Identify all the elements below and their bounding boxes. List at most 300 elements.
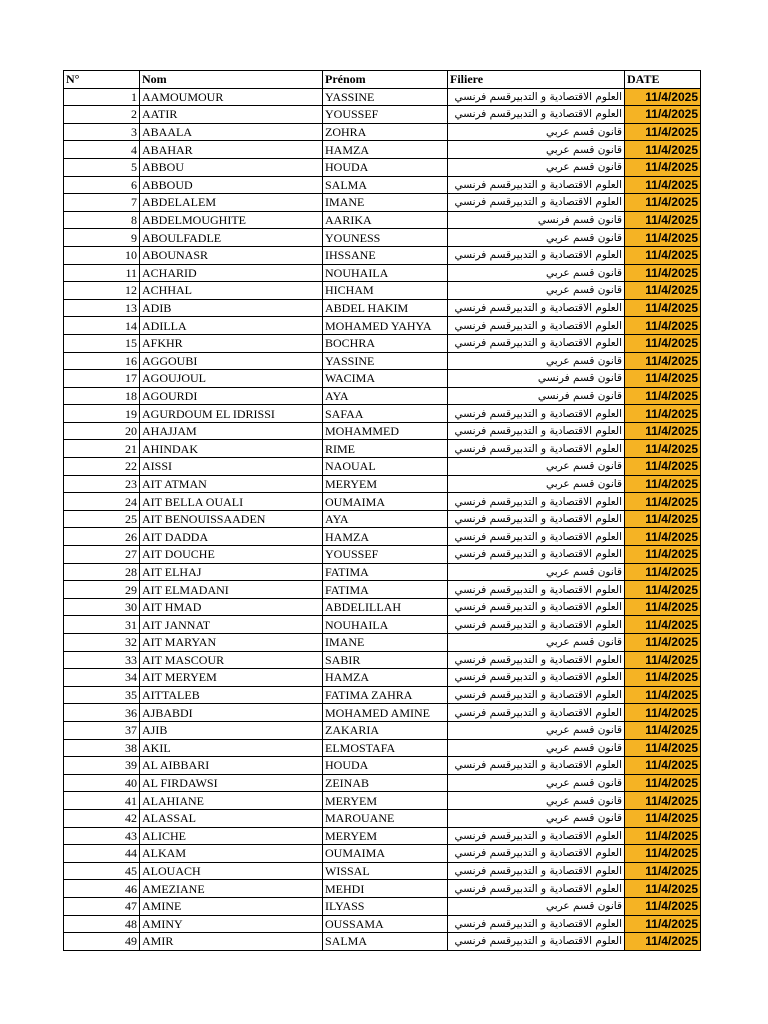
first-name-cell: MOHAMED YAHYA — [323, 317, 448, 335]
table-body — [64, 88, 701, 950]
first-name-cell: OUMAIMA — [323, 493, 448, 511]
last-name-cell: ABBOU — [140, 158, 323, 176]
date-cell: 11/4/2025 — [625, 352, 701, 370]
date-cell: 11/4/2025 — [625, 211, 701, 229]
last-name-cell: ADILLA — [140, 317, 323, 335]
table-row — [64, 792, 701, 810]
last-name-cell: ABAHAR — [140, 141, 323, 159]
filiere-cell: العلوم الاقتصادية و التدبيرقسم فرنسي — [448, 405, 625, 423]
row-number-cell: 44 — [64, 845, 140, 863]
filiere-cell: العلوم الاقتصادية و التدبيرقسم فرنسي — [448, 880, 625, 898]
filiere-cell: العلوم الاقتصادية و التدبيرقسم فرنسي — [448, 933, 625, 951]
table-row — [64, 774, 701, 792]
date-cell: 11/4/2025 — [625, 106, 701, 124]
date-cell: 11/4/2025 — [625, 581, 701, 599]
row-number-cell: 30 — [64, 598, 140, 616]
filiere-cell: العلوم الاقتصادية و التدبيرقسم فرنسي — [448, 581, 625, 599]
filiere-cell: العلوم الاقتصادية و التدبيرقسم فرنسي — [448, 299, 625, 317]
table-row — [64, 264, 701, 282]
row-number-cell: 16 — [64, 352, 140, 370]
last-name-cell: AIT BENOUISSAADEN — [140, 510, 323, 528]
first-name-cell: ABDEL HAKIM — [323, 299, 448, 317]
date-cell: 11/4/2025 — [625, 774, 701, 792]
first-name-cell: HAMZA — [323, 528, 448, 546]
table-row — [64, 862, 701, 880]
row-number-cell: 28 — [64, 563, 140, 581]
filiere-cell: العلوم الاقتصادية و التدبيرقسم فرنسي — [448, 246, 625, 264]
table-row — [64, 106, 701, 124]
table-row — [64, 405, 701, 423]
table-row — [64, 370, 701, 388]
table-row — [64, 897, 701, 915]
table-row — [64, 686, 701, 704]
table-row — [64, 422, 701, 440]
date-cell: 11/4/2025 — [625, 141, 701, 159]
date-cell: 11/4/2025 — [625, 845, 701, 863]
date-cell: 11/4/2025 — [625, 792, 701, 810]
table-row — [64, 721, 701, 739]
last-name-cell: AMEZIANE — [140, 880, 323, 898]
table-row — [64, 845, 701, 863]
first-name-cell: MOHAMED AMINE — [323, 704, 448, 722]
date-cell: 11/4/2025 — [625, 264, 701, 282]
date-cell: 11/4/2025 — [625, 194, 701, 212]
filiere-cell: العلوم الاقتصادية و التدبيرقسم فرنسي — [448, 317, 625, 335]
filiere-cell: العلوم الاقتصادية و التدبيرقسم فرنسي — [448, 862, 625, 880]
filiere-cell: قانون قسم عربي — [448, 458, 625, 476]
date-cell: 11/4/2025 — [625, 669, 701, 687]
date-cell: 11/4/2025 — [625, 757, 701, 775]
filiere-cell: العلوم الاقتصادية و التدبيرقسم فرنسي — [448, 493, 625, 511]
date-cell: 11/4/2025 — [625, 897, 701, 915]
last-name-cell: AKIL — [140, 739, 323, 757]
filiere-cell: قانون قسم عربي — [448, 809, 625, 827]
last-name-cell: ACHARID — [140, 264, 323, 282]
first-name-cell: NAOUAL — [323, 458, 448, 476]
table-row — [64, 387, 701, 405]
table-row — [64, 915, 701, 933]
row-number-cell: 43 — [64, 827, 140, 845]
filiere-cell: العلوم الاقتصادية و التدبيرقسم فرنسي — [448, 704, 625, 722]
filiere-cell: العلوم الاقتصادية و التدبيرقسم فرنسي — [448, 422, 625, 440]
first-name-cell: NOUHAILA — [323, 616, 448, 634]
last-name-cell: AJBABDI — [140, 704, 323, 722]
last-name-cell: AAMOUMOUR — [140, 88, 323, 106]
table-row — [64, 317, 701, 335]
last-name-cell: ALOUACH — [140, 862, 323, 880]
last-name-cell: AGURDOUM EL IDRISSI — [140, 405, 323, 423]
table-row — [64, 581, 701, 599]
row-number-cell: 18 — [64, 387, 140, 405]
table-row — [64, 158, 701, 176]
table-row — [64, 141, 701, 159]
filiere-cell: العلوم الاقتصادية و التدبيرقسم فرنسي — [448, 88, 625, 106]
row-number-cell: 40 — [64, 774, 140, 792]
header-row — [64, 71, 701, 89]
header-filiere: Filiere — [448, 71, 625, 89]
header-date: DATE — [625, 71, 701, 89]
row-number-cell: 22 — [64, 458, 140, 476]
first-name-cell: BOCHRA — [323, 334, 448, 352]
first-name-cell: SALMA — [323, 933, 448, 951]
row-number-cell: 9 — [64, 229, 140, 247]
table-row — [64, 493, 701, 511]
row-number-cell: 24 — [64, 493, 140, 511]
row-number-cell: 26 — [64, 528, 140, 546]
filiere-cell: العلوم الاقتصادية و التدبيرقسم فرنسي — [448, 669, 625, 687]
date-cell: 11/4/2025 — [625, 809, 701, 827]
first-name-cell: OUMAIMA — [323, 845, 448, 863]
row-number-cell: 49 — [64, 933, 140, 951]
filiere-cell: العلوم الاقتصادية و التدبيرقسم فرنسي — [448, 334, 625, 352]
table-row — [64, 123, 701, 141]
filiere-cell: العلوم الاقتصادية و التدبيرقسم فرنسي — [448, 546, 625, 564]
row-number-cell: 12 — [64, 282, 140, 300]
first-name-cell: YASSINE — [323, 88, 448, 106]
last-name-cell: AISSI — [140, 458, 323, 476]
last-name-cell: AIT ELMADANI — [140, 581, 323, 599]
date-cell: 11/4/2025 — [625, 422, 701, 440]
row-number-cell: 4 — [64, 141, 140, 159]
row-number-cell: 1 — [64, 88, 140, 106]
date-cell: 11/4/2025 — [625, 546, 701, 564]
first-name-cell: ILYASS — [323, 897, 448, 915]
filiere-cell: العلوم الاقتصادية و التدبيرقسم فرنسي — [448, 915, 625, 933]
table-row — [64, 933, 701, 951]
date-cell: 11/4/2025 — [625, 458, 701, 476]
first-name-cell: YOUSSEF — [323, 546, 448, 564]
filiere-cell: قانون قسم فرنسي — [448, 387, 625, 405]
table-row — [64, 510, 701, 528]
date-cell: 11/4/2025 — [625, 721, 701, 739]
first-name-cell: RIME — [323, 440, 448, 458]
row-number-cell: 11 — [64, 264, 140, 282]
first-name-cell: HOUDA — [323, 757, 448, 775]
header-nom: Nom — [140, 71, 323, 89]
first-name-cell: MERYEM — [323, 475, 448, 493]
last-name-cell: AATIR — [140, 106, 323, 124]
row-number-cell: 14 — [64, 317, 140, 335]
date-cell: 11/4/2025 — [625, 88, 701, 106]
last-name-cell: AMINE — [140, 897, 323, 915]
table-row — [64, 563, 701, 581]
filiere-cell: العلوم الاقتصادية و التدبيرقسم فرنسي — [448, 616, 625, 634]
row-number-cell: 48 — [64, 915, 140, 933]
first-name-cell: SALMA — [323, 176, 448, 194]
first-name-cell: FATIMA — [323, 581, 448, 599]
filiere-cell: قانون قسم عربي — [448, 897, 625, 915]
last-name-cell: AL FIRDAWSI — [140, 774, 323, 792]
last-name-cell: ALICHE — [140, 827, 323, 845]
table-row — [64, 334, 701, 352]
row-number-cell: 32 — [64, 634, 140, 652]
last-name-cell: AGGOUBI — [140, 352, 323, 370]
last-name-cell: ALASSAL — [140, 809, 323, 827]
last-name-cell: ABDELMOUGHITE — [140, 211, 323, 229]
first-name-cell: IMANE — [323, 194, 448, 212]
row-number-cell: 13 — [64, 299, 140, 317]
table-header — [64, 71, 701, 89]
date-cell: 11/4/2025 — [625, 405, 701, 423]
filiere-cell: العلوم الاقتصادية و التدبيرقسم فرنسي — [448, 510, 625, 528]
row-number-cell: 45 — [64, 862, 140, 880]
filiere-cell: قانون قسم عربي — [448, 264, 625, 282]
last-name-cell: ADIB — [140, 299, 323, 317]
first-name-cell: AARIKA — [323, 211, 448, 229]
first-name-cell: HOUDA — [323, 158, 448, 176]
row-number-cell: 31 — [64, 616, 140, 634]
date-cell: 11/4/2025 — [625, 704, 701, 722]
date-cell: 11/4/2025 — [625, 915, 701, 933]
first-name-cell: ZAKARIA — [323, 721, 448, 739]
row-number-cell: 8 — [64, 211, 140, 229]
row-number-cell: 29 — [64, 581, 140, 599]
table-row — [64, 229, 701, 247]
first-name-cell: IMANE — [323, 634, 448, 652]
last-name-cell: ALAHIANE — [140, 792, 323, 810]
row-number-cell: 36 — [64, 704, 140, 722]
filiere-cell: العلوم الاقتصادية و التدبيرقسم فرنسي — [448, 176, 625, 194]
date-cell: 11/4/2025 — [625, 123, 701, 141]
filiere-cell: قانون قسم عربي — [448, 123, 625, 141]
date-cell: 11/4/2025 — [625, 651, 701, 669]
row-number-cell: 5 — [64, 158, 140, 176]
date-cell: 11/4/2025 — [625, 598, 701, 616]
filiere-cell: قانون قسم فرنسي — [448, 370, 625, 388]
table-row — [64, 440, 701, 458]
date-cell: 11/4/2025 — [625, 246, 701, 264]
table-row — [64, 757, 701, 775]
table-row — [64, 704, 701, 722]
last-name-cell: AGOUJOUL — [140, 370, 323, 388]
table-row — [64, 739, 701, 757]
first-name-cell: HICHAM — [323, 282, 448, 300]
first-name-cell: NOUHAILA — [323, 264, 448, 282]
filiere-cell: العلوم الاقتصادية و التدبيرقسم فرنسي — [448, 686, 625, 704]
filiere-cell: قانون قسم عربي — [448, 563, 625, 581]
first-name-cell: YOUSSEF — [323, 106, 448, 124]
first-name-cell: YOUNESS — [323, 229, 448, 247]
last-name-cell: AFKHR — [140, 334, 323, 352]
last-name-cell: AIT ELHAJ — [140, 563, 323, 581]
filiere-cell: العلوم الاقتصادية و التدبيرقسم فرنسي — [448, 757, 625, 775]
date-cell: 11/4/2025 — [625, 686, 701, 704]
last-name-cell: AJIB — [140, 721, 323, 739]
row-number-cell: 7 — [64, 194, 140, 212]
row-number-cell: 20 — [64, 422, 140, 440]
row-number-cell: 34 — [64, 669, 140, 687]
filiere-cell: قانون قسم عربي — [448, 739, 625, 757]
date-cell: 11/4/2025 — [625, 493, 701, 511]
last-name-cell: ABBOUD — [140, 176, 323, 194]
filiere-cell: العلوم الاقتصادية و التدبيرقسم فرنسي — [448, 845, 625, 863]
row-number-cell: 33 — [64, 651, 140, 669]
last-name-cell: AIT MARYAN — [140, 634, 323, 652]
filiere-cell: قانون قسم عربي — [448, 475, 625, 493]
row-number-cell: 25 — [64, 510, 140, 528]
filiere-cell: العلوم الاقتصادية و التدبيرقسم فرنسي — [448, 106, 625, 124]
row-number-cell: 46 — [64, 880, 140, 898]
last-name-cell: AIT MASCOUR — [140, 651, 323, 669]
date-cell: 11/4/2025 — [625, 933, 701, 951]
row-number-cell: 6 — [64, 176, 140, 194]
table-row — [64, 546, 701, 564]
table-row — [64, 88, 701, 106]
row-number-cell: 21 — [64, 440, 140, 458]
table-row — [64, 880, 701, 898]
last-name-cell: ACHHAL — [140, 282, 323, 300]
first-name-cell: AYA — [323, 510, 448, 528]
table-row — [64, 194, 701, 212]
last-name-cell: ABAALA — [140, 123, 323, 141]
date-cell: 11/4/2025 — [625, 387, 701, 405]
filiere-cell: قانون قسم عربي — [448, 774, 625, 792]
filiere-cell: قانون قسم عربي — [448, 721, 625, 739]
date-cell: 11/4/2025 — [625, 634, 701, 652]
first-name-cell: SABIR — [323, 651, 448, 669]
filiere-cell: قانون قسم عربي — [448, 282, 625, 300]
filiere-cell: قانون قسم عربي — [448, 229, 625, 247]
first-name-cell: FATIMA ZAHRA — [323, 686, 448, 704]
last-name-cell: AIT MERYEM — [140, 669, 323, 687]
first-name-cell: OUSSAMA — [323, 915, 448, 933]
date-cell: 11/4/2025 — [625, 616, 701, 634]
last-name-cell: AMIR — [140, 933, 323, 951]
last-name-cell: AGOURDI — [140, 387, 323, 405]
first-name-cell: AYA — [323, 387, 448, 405]
last-name-cell: ABDELALEM — [140, 194, 323, 212]
filiere-cell: العلوم الاقتصادية و التدبيرقسم فرنسي — [448, 528, 625, 546]
table-row — [64, 528, 701, 546]
table-row — [64, 211, 701, 229]
row-number-cell: 37 — [64, 721, 140, 739]
first-name-cell: MERYEM — [323, 792, 448, 810]
first-name-cell: HAMZA — [323, 141, 448, 159]
filiere-cell: قانون قسم عربي — [448, 141, 625, 159]
filiere-cell: قانون قسم عربي — [448, 634, 625, 652]
row-number-cell: 39 — [64, 757, 140, 775]
table-row — [64, 299, 701, 317]
first-name-cell: SAFAA — [323, 405, 448, 423]
date-cell: 11/4/2025 — [625, 158, 701, 176]
first-name-cell: ELMOSTAFA — [323, 739, 448, 757]
row-number-cell: 15 — [64, 334, 140, 352]
date-cell: 11/4/2025 — [625, 880, 701, 898]
date-cell: 11/4/2025 — [625, 334, 701, 352]
row-number-cell: 27 — [64, 546, 140, 564]
row-number-cell: 35 — [64, 686, 140, 704]
last-name-cell: AIT ATMAN — [140, 475, 323, 493]
row-number-cell: 38 — [64, 739, 140, 757]
table-row — [64, 616, 701, 634]
first-name-cell: FATIMA — [323, 563, 448, 581]
first-name-cell: WACIMA — [323, 370, 448, 388]
date-cell: 11/4/2025 — [625, 827, 701, 845]
first-name-cell: MERYEM — [323, 827, 448, 845]
last-name-cell: AHINDAK — [140, 440, 323, 458]
row-number-cell: 47 — [64, 897, 140, 915]
last-name-cell: ABOULFADLE — [140, 229, 323, 247]
date-cell: 11/4/2025 — [625, 282, 701, 300]
last-name-cell: AIT DOUCHE — [140, 546, 323, 564]
date-cell: 11/4/2025 — [625, 440, 701, 458]
first-name-cell: ABDELILLAH — [323, 598, 448, 616]
date-cell: 11/4/2025 — [625, 370, 701, 388]
filiere-cell: العلوم الاقتصادية و التدبيرقسم فرنسي — [448, 440, 625, 458]
date-cell: 11/4/2025 — [625, 475, 701, 493]
last-name-cell: AMINY — [140, 915, 323, 933]
last-name-cell: AIT BELLA OUALI — [140, 493, 323, 511]
table-row — [64, 475, 701, 493]
last-name-cell: AITTALEB — [140, 686, 323, 704]
student-table — [63, 70, 701, 951]
table-row — [64, 598, 701, 616]
table-row — [64, 246, 701, 264]
first-name-cell: ZOHRA — [323, 123, 448, 141]
table-row — [64, 634, 701, 652]
filiere-cell: قانون قسم فرنسي — [448, 211, 625, 229]
first-name-cell: IHSSANE — [323, 246, 448, 264]
last-name-cell: ABOUNASR — [140, 246, 323, 264]
table-row — [64, 176, 701, 194]
filiere-cell: العلوم الاقتصادية و التدبيرقسم فرنسي — [448, 827, 625, 845]
first-name-cell: MOHAMMED — [323, 422, 448, 440]
row-number-cell: 2 — [64, 106, 140, 124]
date-cell: 11/4/2025 — [625, 229, 701, 247]
first-name-cell: WISSAL — [323, 862, 448, 880]
row-number-cell: 41 — [64, 792, 140, 810]
filiere-cell: العلوم الاقتصادية و التدبيرقسم فرنسي — [448, 651, 625, 669]
table-row — [64, 809, 701, 827]
first-name-cell: HAMZA — [323, 669, 448, 687]
last-name-cell: AIT JANNAT — [140, 616, 323, 634]
row-number-cell: 10 — [64, 246, 140, 264]
date-cell: 11/4/2025 — [625, 563, 701, 581]
date-cell: 11/4/2025 — [625, 862, 701, 880]
row-number-cell: 23 — [64, 475, 140, 493]
first-name-cell: ZEINAB — [323, 774, 448, 792]
first-name-cell: MAROUANE — [323, 809, 448, 827]
table-row — [64, 669, 701, 687]
last-name-cell: AIT HMAD — [140, 598, 323, 616]
table-row — [64, 651, 701, 669]
date-cell: 11/4/2025 — [625, 739, 701, 757]
filiere-cell: العلوم الاقتصادية و التدبيرقسم فرنسي — [448, 194, 625, 212]
table-row — [64, 458, 701, 476]
header-num: N° — [64, 71, 140, 89]
last-name-cell: ALKAM — [140, 845, 323, 863]
first-name-cell: YASSINE — [323, 352, 448, 370]
last-name-cell: AIT DADDA — [140, 528, 323, 546]
row-number-cell: 3 — [64, 123, 140, 141]
row-number-cell: 19 — [64, 405, 140, 423]
date-cell: 11/4/2025 — [625, 528, 701, 546]
date-cell: 11/4/2025 — [625, 510, 701, 528]
row-number-cell: 17 — [64, 370, 140, 388]
table-row — [64, 282, 701, 300]
filiere-cell: قانون قسم عربي — [448, 792, 625, 810]
table-row — [64, 827, 701, 845]
header-prenom: Prénom — [323, 71, 448, 89]
date-cell: 11/4/2025 — [625, 299, 701, 317]
last-name-cell: AHAJJAM — [140, 422, 323, 440]
filiere-cell: العلوم الاقتصادية و التدبيرقسم فرنسي — [448, 598, 625, 616]
filiere-cell: قانون قسم عربي — [448, 158, 625, 176]
row-number-cell: 42 — [64, 809, 140, 827]
table-row — [64, 352, 701, 370]
last-name-cell: AL AIBBARI — [140, 757, 323, 775]
date-cell: 11/4/2025 — [625, 176, 701, 194]
